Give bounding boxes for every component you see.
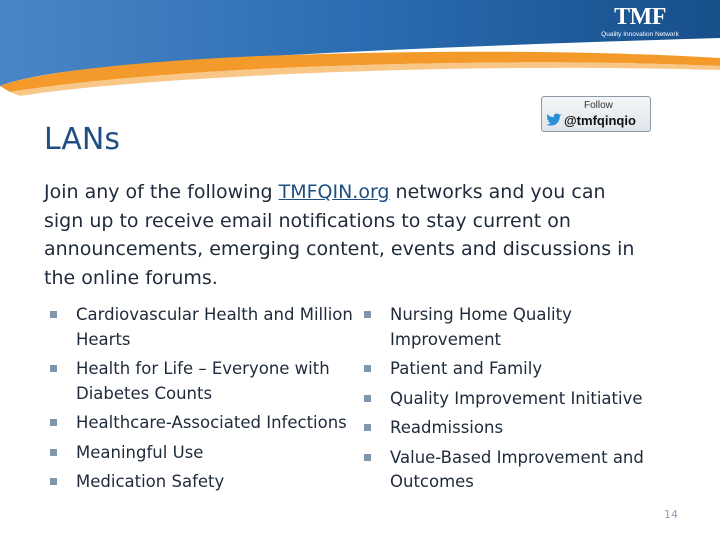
list-item-label: Health for Life – Everyone with Diabetes Counts xyxy=(76,359,330,403)
list-item-label: Quality Improvement Initiative xyxy=(390,388,643,408)
list-item xyxy=(44,441,364,466)
twitter-follow-button[interactable] xyxy=(541,96,651,132)
twitter-bird-icon xyxy=(546,113,562,127)
logo-subtitle: Quality Innovation Network xyxy=(601,31,679,38)
list-item-label: Cardiovascular Health and Million Hearts xyxy=(76,305,353,349)
square-bullet-icon xyxy=(364,454,371,461)
square-bullet-icon xyxy=(364,311,371,318)
list-item-label: Patient and Family xyxy=(390,359,543,378)
intro-text-start: Join any of the following xyxy=(44,181,279,203)
square-bullet-icon xyxy=(364,395,371,402)
intro-paragraph xyxy=(44,178,644,292)
square-bullet-icon xyxy=(50,365,57,372)
tmf-logo[interactable] xyxy=(590,4,690,40)
square-bullet-icon xyxy=(364,424,371,431)
list-item-label: Readmissions xyxy=(390,418,504,437)
network-list-right xyxy=(358,303,678,500)
list-item-label: Nursing Home Quality Improvement xyxy=(390,305,572,349)
list-item xyxy=(358,446,678,495)
network-list-left xyxy=(44,303,364,500)
list-item xyxy=(358,416,678,441)
twitter-handle: @tmfqinqio xyxy=(564,113,636,128)
list-item-label: Healthcare-Associated Infections xyxy=(76,413,347,432)
tmfqin-link[interactable]: TMFQIN.org xyxy=(278,181,390,203)
list-item-label: Value-Based Improvement and Outcomes xyxy=(390,447,644,491)
square-bullet-icon xyxy=(50,478,57,485)
square-bullet-icon xyxy=(50,311,57,318)
square-bullet-icon xyxy=(50,419,57,426)
square-bullet-icon xyxy=(364,365,371,372)
list-item-label: Medication Safety xyxy=(76,472,225,491)
list-item-label: Meaningful Use xyxy=(76,442,204,462)
follow-label: Follow xyxy=(584,100,613,111)
list-item xyxy=(44,357,364,406)
slide-title: LANs xyxy=(44,122,120,157)
square-bullet-icon xyxy=(50,449,57,456)
header-banner xyxy=(0,0,720,110)
list-item xyxy=(44,470,364,495)
list-item xyxy=(358,303,678,352)
list-item xyxy=(44,303,364,352)
list-item xyxy=(44,411,364,436)
logo-text: TMF xyxy=(614,4,666,30)
list-item xyxy=(358,357,678,382)
list-item xyxy=(358,387,678,412)
page-number: 14 xyxy=(664,508,678,521)
intro-text-end: networks and you can sign up to receive email notifications to stay current on announcements, emerging content, events and discussions in the online forums. xyxy=(44,181,635,289)
